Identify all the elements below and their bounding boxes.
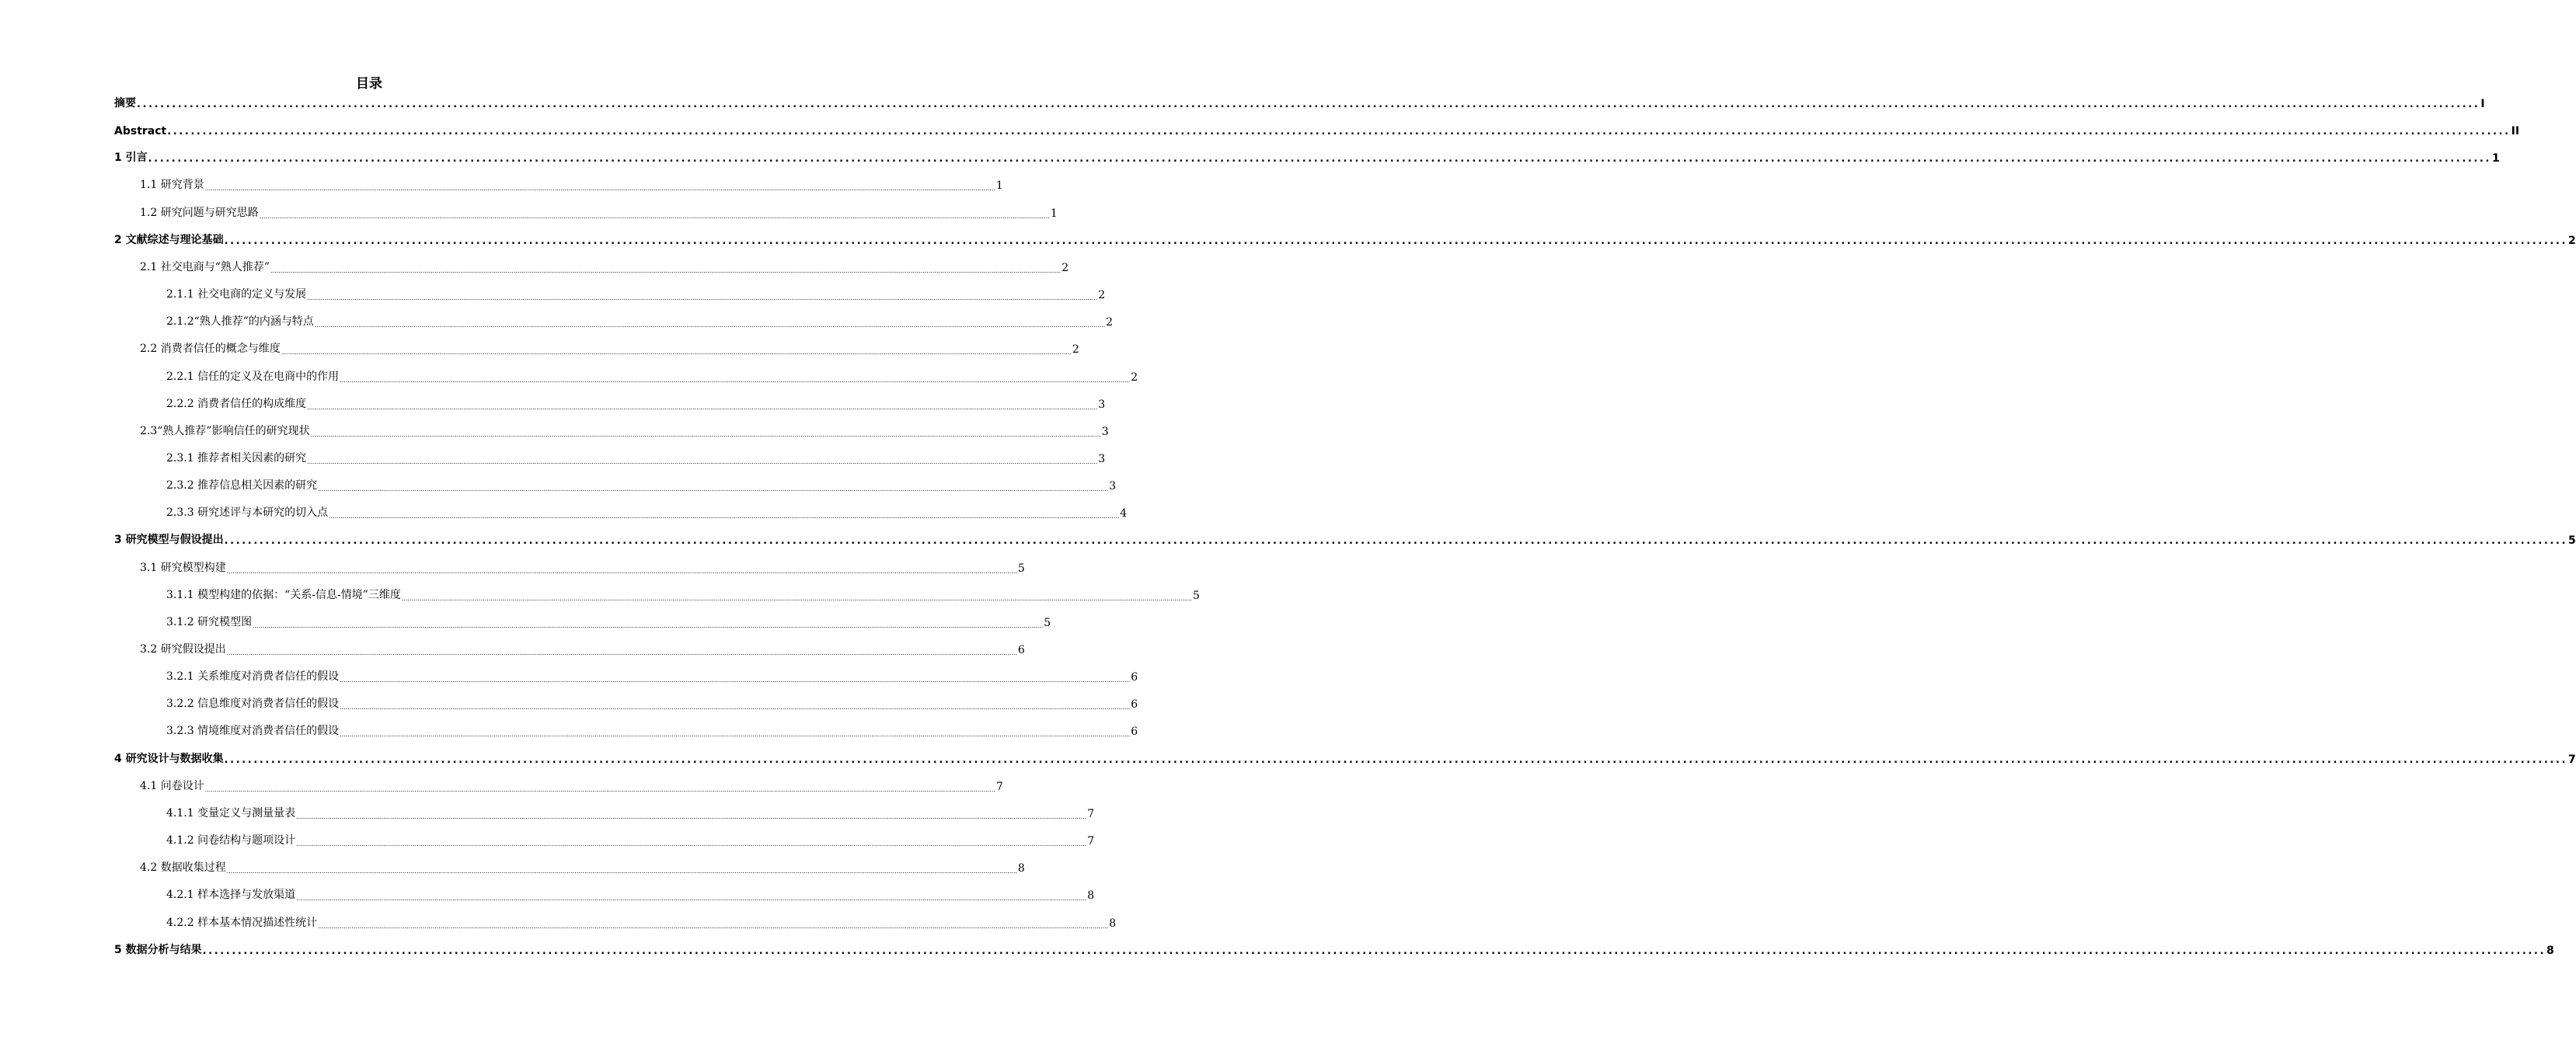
toc-entry-page-number: 7 — [1087, 807, 1095, 820]
toc-entry-label: Abstract — [114, 125, 167, 138]
toc-entry-page-number: 3 — [1101, 425, 1109, 438]
toc-dot-leader: ................................................................................................................................................................................................................................................................................................................................................................................................................ — [318, 922, 1109, 930]
toc-entry-level-3[interactable] — [166, 829, 1095, 848]
toc-entry-page-number: 3 — [1098, 398, 1106, 411]
toc-entry-label: 5 数据分析与结果 — [114, 943, 202, 956]
toc-entry-label: 3.2 研究假设提出 — [140, 643, 226, 656]
toc-dot-leader: ................................................................................................................................................................................................................................................................................................................................................................................................................ — [224, 753, 2568, 766]
toc-dot-leader: ................................................................................................................................................................................................................................................................................................................................................................................................................ — [340, 677, 1131, 684]
toc-dot-leader: ................................................................................................................................................................................................................................................................................................................................................................................................................ — [329, 513, 1120, 520]
toc-dot-leader: ................................................................................................................................................................................................................................................................................................................................................................................................................ — [307, 294, 1098, 302]
toc-entry-level-3[interactable] — [166, 611, 1051, 629]
toc-entry-label: 2.1 社交电商与“熟人推荐” — [140, 260, 270, 273]
toc-entry-level-1[interactable] — [114, 938, 2554, 957]
toc-dot-leader: ................................................................................................................................................................................................................................................................................................................................................................................................................ — [296, 895, 1087, 903]
toc-entry-level-3[interactable] — [166, 802, 1095, 820]
toc-entry-page-number: 7 — [2568, 753, 2576, 766]
toc-entry-page-number: 6 — [1131, 726, 1138, 739]
toc-dot-leader: ................................................................................................................................................................................................................................................................................................................................................................................................................ — [296, 813, 1087, 820]
toc-entry-level-3[interactable] — [166, 392, 1106, 411]
toc-entry-label: 3.1.1 模型构建的依据：“关系-信息-情境”三维度 — [166, 588, 401, 601]
toc-entry-page-number: 5 — [2568, 534, 2576, 548]
toc-entry-level-3[interactable] — [166, 692, 1138, 712]
toc-entry-page-number: 2 — [1098, 289, 1106, 302]
toc-dot-leader: ................................................................................................................................................................................................................................................................................................................................................................................................................ — [259, 212, 1050, 220]
toc-entry-level-1[interactable] — [114, 119, 2520, 138]
toc-dot-leader: ................................................................................................................................................................................................................................................................................................................................................................................................................ — [226, 567, 1017, 575]
toc-dot-leader: ................................................................................................................................................................................................................................................................................................................................................................................................................ — [314, 322, 1106, 329]
toc-dot-leader: ................................................................................................................................................................................................................................................................................................................................................................................................................ — [270, 266, 1061, 274]
toc-dot-leader: ................................................................................................................................................................................................................................................................................................................................................................................................................ — [253, 621, 1044, 629]
toc-dot-leader: ................................................................................................................................................................................................................................................................................................................................................................................................................ — [281, 349, 1072, 357]
toc-dot-leader: ................................................................................................................................................................................................................................................................................................................................................................................................................ — [137, 99, 2480, 110]
toc-dot-leader: ................................................................................................................................................................................................................................................................................................................................................................................................................ — [148, 153, 2492, 165]
toc-entry-level-1[interactable] — [114, 528, 2576, 548]
toc-entry-level-3[interactable] — [166, 283, 1106, 302]
toc-entry-label: 4.1.1 变量定义与测量量表 — [166, 806, 296, 820]
toc-entry-page-number: 1 — [2492, 152, 2500, 165]
toc-entry-label: 3.1 研究模型构建 — [140, 561, 226, 574]
toc-entry-label: 1.2 研究问题与研究思路 — [140, 206, 259, 219]
toc-dot-leader: ................................................................................................................................................................................................................................................................................................................................................................................................................ — [307, 458, 1098, 465]
toc-entry-level-2[interactable] — [140, 856, 1025, 875]
toc-entry-level-2[interactable] — [140, 173, 1003, 193]
toc-entry-label: 1 引言 — [114, 151, 148, 165]
toc-entry-page-number: 6 — [1017, 644, 1025, 656]
toc-entry-page-number: 2 — [1072, 343, 1079, 357]
toc-entry-level-3[interactable] — [166, 883, 1095, 903]
toc-dot-leader: ................................................................................................................................................................................................................................................................................................................................................................................................................ — [310, 430, 1101, 438]
toc-entry-label: 2.2.1 信任的定义及在电商中的作用 — [166, 370, 340, 383]
toc-entry-level-1[interactable] — [114, 228, 2576, 247]
toc-entry-page-number: 3 — [1098, 452, 1106, 465]
toc-entry-level-2[interactable] — [140, 638, 1025, 656]
toc-entry-page-number: 8 — [1109, 917, 1117, 930]
toc-entry-page-number: 2 — [1106, 316, 1114, 329]
toc-dot-leader: ................................................................................................................................................................................................................................................................................................................................................................................................................ — [340, 731, 1131, 739]
toc-entry-label: 4.1.2 问卷结构与题项设计 — [166, 834, 296, 847]
toc-entry-page-number: 2 — [1131, 371, 1138, 384]
toc-entry-level-1[interactable] — [114, 747, 2576, 766]
toc-dot-leader: ................................................................................................................................................................................................................................................................................................................................................................................................................ — [167, 126, 2511, 138]
toc-entry-label: 2.3.3 研究述评与本研究的切入点 — [166, 506, 329, 520]
toc-entry-level-3[interactable] — [166, 365, 1138, 384]
toc-entry-page-number: II — [2511, 125, 2520, 138]
toc-entry-label: 2 文献综述与理论基础 — [114, 233, 224, 246]
toc-entry-label: 3.1.2 研究模型图 — [166, 615, 253, 628]
toc-dot-leader: ................................................................................................................................................................................................................................................................................................................................................................................................................ — [401, 594, 1193, 602]
toc-dot-leader: ................................................................................................................................................................................................................................................................................................................................................................................................................ — [204, 785, 995, 793]
toc-entry-page-number: 5 — [1044, 616, 1051, 629]
toc-entry-level-2[interactable] — [140, 201, 1058, 220]
toc-entry-level-3[interactable] — [166, 474, 1117, 493]
toc-entry-label: 摘要 — [114, 97, 136, 110]
toc-entry-label: 2.3“熟人推荐”影响信任的研究现状 — [140, 424, 310, 437]
toc-entry-page-number: 2 — [1061, 261, 1069, 274]
toc-entry-level-3[interactable] — [166, 583, 1200, 602]
toc-entry-page-number: 6 — [1131, 671, 1138, 684]
toc-entry-label: 4.2 数据收集过程 — [140, 861, 226, 875]
toc-dot-leader: ................................................................................................................................................................................................................................................................................................................................................................................................................ — [340, 376, 1131, 384]
toc-entry-level-3[interactable] — [166, 310, 1114, 329]
toc-dot-leader: ................................................................................................................................................................................................................................................................................................................................................................................................................ — [307, 403, 1098, 411]
toc-entry-page-number: 8 — [1017, 862, 1025, 875]
toc-entry-label: 2.2 消费者信任的概念与维度 — [140, 343, 281, 356]
toc-entry-level-2[interactable] — [140, 256, 1069, 274]
toc-dot-leader: ................................................................................................................................................................................................................................................................................................................................................................................................................ — [296, 840, 1087, 848]
toc-entry-label: 2.2.2 消费者信任的构成维度 — [166, 397, 307, 410]
toc-entry-label: 2.3.2 推荐信息相关因素的研究 — [166, 479, 318, 492]
toc-entry-page-number: 7 — [995, 780, 1003, 793]
toc-entry-label: 1.1 研究背景 — [140, 179, 204, 192]
toc-entry-level-2[interactable] — [140, 774, 1003, 793]
toc-entry-level-3[interactable] — [166, 501, 1128, 520]
toc-entry-page-number: 7 — [1087, 835, 1095, 848]
toc-entry-label: 3.2.2 信息维度对消费者信任的假设 — [166, 698, 340, 711]
toc-entry-level-3[interactable] — [166, 665, 1138, 684]
toc-entry-label: 3.2.1 关系维度对消费者信任的假设 — [166, 670, 340, 684]
toc-dot-leader: ................................................................................................................................................................................................................................................................................................................................................................................................................ — [204, 185, 995, 193]
toc-entry-page-number: 4 — [1120, 507, 1128, 520]
toc-entry-page-number: 3 — [1109, 480, 1117, 493]
toc-entry-page-number: 1 — [1050, 207, 1058, 220]
toc-entry-label: 2.1.2“熟人推荐”的内涵与特点 — [166, 315, 314, 329]
toc-entry-level-2[interactable] — [140, 337, 1079, 357]
toc-dot-leader: ................................................................................................................................................................................................................................................................................................................................................................................................................ — [224, 535, 2568, 548]
toc-dot-leader: ................................................................................................................................................................................................................................................................................................................................................................................................................ — [202, 945, 2546, 957]
toc-dot-leader: ................................................................................................................................................................................................................................................................................................................................................................................................................ — [226, 649, 1017, 656]
toc-entry-page-number: 8 — [2546, 944, 2554, 957]
toc-dot-leader: ................................................................................................................................................................................................................................................................................................................................................................................................................ — [226, 868, 1017, 875]
toc-entry-page-number: 5 — [1193, 589, 1200, 602]
toc-entry-level-3[interactable] — [166, 719, 1138, 739]
toc-entry-level-1[interactable] — [114, 92, 2485, 110]
toc-entry-label: 3.2.3 情境维度对消费者信任的假设 — [166, 725, 340, 738]
toc-entry-level-2[interactable] — [140, 419, 1109, 438]
toc-entry-label: 3 研究模型与假设提出 — [114, 534, 224, 547]
toc-entry-label: 2.3.1 推荐者相关因素的研究 — [166, 451, 307, 465]
page-title: 目录 — [356, 76, 382, 92]
toc-entry-level-3[interactable] — [166, 911, 1117, 930]
toc-entry-page-number: 5 — [1017, 562, 1025, 575]
toc-dot-leader: ................................................................................................................................................................................................................................................................................................................................................................................................................ — [340, 704, 1131, 712]
toc-entry-page-number: 2 — [2568, 234, 2576, 247]
toc-entry-level-2[interactable] — [140, 556, 1025, 575]
toc-entry-level-3[interactable] — [166, 447, 1106, 465]
toc-dot-leader: ................................................................................................................................................................................................................................................................................................................................................................................................................ — [224, 235, 2568, 247]
toc-entry-level-1[interactable] — [114, 146, 2500, 165]
toc-entry-label: 4.1 问卷设计 — [140, 779, 204, 792]
toc-entry-label: 4.2.2 样本基本情况描述性统计 — [166, 916, 318, 929]
toc-entry-page-number: 6 — [1131, 698, 1138, 712]
toc-entry-page-number: I — [2480, 98, 2485, 110]
toc-entry-label: 4.2.1 样本选择与发放渠道 — [166, 889, 296, 902]
toc-entry-label: 4 研究设计与数据收集 — [114, 752, 224, 765]
toc-dot-leader: ................................................................................................................................................................................................................................................................................................................................................................................................................ — [318, 485, 1109, 493]
toc-entry-page-number: 8 — [1087, 889, 1095, 903]
toc-entry-page-number: 1 — [995, 179, 1003, 193]
toc-entry-label: 2.1.1 社交电商的定义与发展 — [166, 288, 307, 301]
